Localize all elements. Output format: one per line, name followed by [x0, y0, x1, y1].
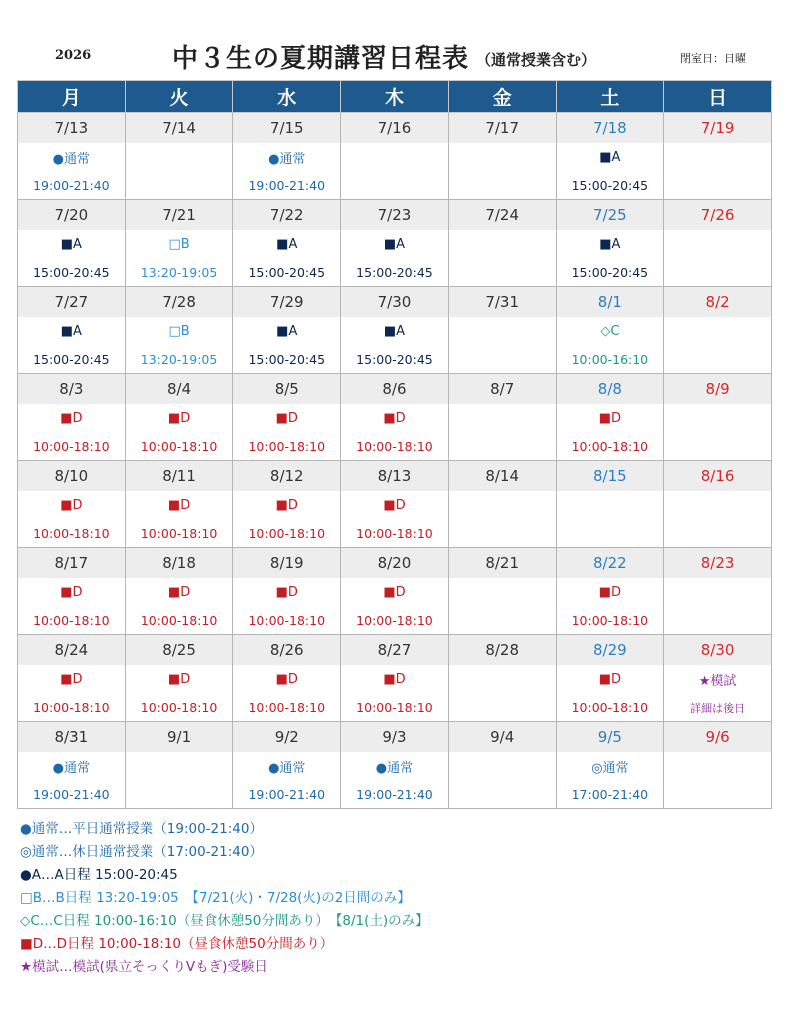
day-cell — [664, 113, 772, 200]
day-cell — [233, 722, 341, 809]
day-date: 7/21 — [126, 200, 233, 230]
day-cell — [233, 287, 341, 374]
session-type: ■D — [598, 411, 622, 426]
day-cell — [341, 200, 449, 287]
session-type: ●通常 — [52, 152, 91, 167]
day-date: 8/24 — [18, 635, 125, 665]
day-date: 8/30 — [664, 635, 771, 665]
session-type: ■A — [599, 237, 621, 252]
day-date: 7/17 — [449, 113, 556, 143]
session-time — [664, 346, 771, 373]
session-time — [126, 172, 233, 199]
session-time: 10:00-18:10 — [33, 700, 110, 715]
session-time — [449, 607, 556, 634]
day-date: 7/26 — [664, 200, 771, 230]
day-cell — [664, 374, 772, 461]
day-cell — [448, 461, 556, 548]
session-type — [449, 143, 556, 172]
session-type: ★模試 — [698, 674, 737, 689]
session-time: 10:00-18:10 — [248, 526, 326, 541]
session-type: ●通常 — [268, 152, 306, 167]
day-cell — [448, 287, 556, 374]
week-row — [18, 548, 772, 635]
day-cell — [125, 113, 233, 200]
day-cell — [664, 461, 772, 548]
session-type — [664, 578, 771, 607]
day-cell — [664, 287, 772, 374]
session-type: ■D — [383, 672, 406, 687]
session-type: ■A — [60, 324, 82, 339]
day-date: 9/2 — [233, 722, 340, 752]
day-date: 7/18 — [557, 113, 664, 143]
day-date: 8/3 — [18, 374, 125, 404]
day-cell — [233, 374, 341, 461]
session-type: ■D — [598, 585, 622, 600]
session-time — [449, 520, 556, 547]
session-time — [664, 781, 771, 808]
session-type: ■A — [60, 237, 82, 252]
session-time: 10:00-18:10 — [140, 439, 218, 454]
session-time: 15:00-20:45 — [33, 352, 110, 367]
session-time: 10:00-18:10 — [571, 613, 649, 628]
session-type: ■A — [383, 324, 406, 339]
day-cell — [448, 374, 556, 461]
day-date: 7/20 — [18, 200, 125, 230]
day-date: 8/15 — [557, 461, 664, 491]
weekday-thu: 木 — [341, 81, 449, 113]
session-type: ■D — [60, 672, 83, 687]
session-time — [664, 607, 771, 634]
session-time: 17:00-21:40 — [571, 787, 649, 802]
weekday-header-row — [18, 81, 772, 113]
page-subtitle: （通常授業含む） — [476, 51, 597, 69]
legend-item: ★模試…模試(県立そっくりVもぎ)受験日 — [20, 959, 268, 975]
day-cell — [556, 374, 664, 461]
day-cell — [341, 548, 449, 635]
legend-item: ■D…D日程 10:00-18:10（昼食休憩50分間あり） — [20, 936, 334, 952]
day-date: 8/25 — [126, 635, 233, 665]
day-date: 9/5 — [557, 722, 664, 752]
day-date: 8/18 — [126, 548, 233, 578]
day-date: 7/25 — [557, 200, 664, 230]
session-time: 10:00-18:10 — [356, 526, 433, 541]
week-row — [18, 461, 772, 548]
session-time — [449, 172, 556, 199]
session-type — [664, 404, 771, 433]
day-date: 7/28 — [126, 287, 233, 317]
session-type — [449, 230, 556, 259]
session-type: ■D — [383, 411, 406, 426]
session-type: ■D — [167, 498, 191, 513]
week-row — [18, 635, 772, 722]
session-time: 10:00-18:10 — [248, 700, 326, 715]
day-cell — [556, 113, 664, 200]
day-date: 7/14 — [126, 113, 233, 143]
session-time: 15:00-20:45 — [571, 265, 649, 280]
session-type — [664, 491, 771, 520]
day-cell — [664, 722, 772, 809]
session-time — [449, 781, 556, 808]
session-time: 10:00-18:10 — [140, 526, 218, 541]
day-date: 7/27 — [18, 287, 125, 317]
day-date: 8/9 — [664, 374, 771, 404]
calendar-body — [18, 113, 772, 809]
day-cell — [341, 461, 449, 548]
weekday-mon: 月 — [18, 81, 126, 113]
day-date: 8/20 — [341, 548, 448, 578]
day-cell — [125, 200, 233, 287]
session-type: ■D — [60, 498, 83, 513]
session-type — [341, 143, 448, 172]
legend-item: ◇C…C日程 10:00-16:10（昼食休憩50分間あり） 【8/1(土)のみ】 — [20, 913, 429, 929]
day-date: 7/19 — [664, 113, 771, 143]
session-type: ■A — [383, 237, 406, 252]
day-date: 7/31 — [449, 287, 556, 317]
day-cell — [556, 548, 664, 635]
day-date: 7/24 — [449, 200, 556, 230]
day-cell — [448, 722, 556, 809]
session-time: 10:00-18:10 — [248, 439, 326, 454]
session-time: 10:00-18:10 — [571, 700, 649, 715]
legend-item: ◎通常…休日通常授業（17:00-21:40） — [20, 844, 263, 860]
day-date: 8/21 — [449, 548, 556, 578]
session-type: ■D — [383, 498, 406, 513]
day-cell — [125, 374, 233, 461]
day-cell — [556, 635, 664, 722]
day-date: 8/31 — [18, 722, 125, 752]
session-time: 10:00-18:10 — [571, 439, 649, 454]
day-cell — [233, 113, 341, 200]
day-date: 8/8 — [557, 374, 664, 404]
day-date: 8/17 — [18, 548, 125, 578]
day-cell — [556, 200, 664, 287]
session-type: ■D — [598, 672, 622, 687]
session-time — [449, 694, 556, 721]
session-time: 15:00-20:45 — [248, 265, 326, 280]
session-time: 10:00-18:10 — [140, 613, 218, 628]
weekday-wed: 水 — [233, 81, 341, 113]
session-time: 10:00-18:10 — [356, 700, 433, 715]
session-time: 10:00-16:10 — [571, 352, 649, 367]
day-cell — [233, 548, 341, 635]
day-cell — [18, 374, 126, 461]
week-row — [18, 374, 772, 461]
closed-day-note: 閉室日：日曜 — [680, 52, 746, 65]
day-cell — [18, 548, 126, 635]
session-time: 13:20-19:05 — [140, 265, 218, 280]
session-time: 13:20-19:05 — [140, 352, 218, 367]
day-cell — [664, 548, 772, 635]
day-cell — [341, 635, 449, 722]
session-type — [557, 491, 664, 520]
day-date: 7/29 — [233, 287, 340, 317]
session-time — [664, 433, 771, 460]
day-date: 8/6 — [341, 374, 448, 404]
day-cell — [125, 722, 233, 809]
day-date: 7/23 — [341, 200, 448, 230]
day-cell — [18, 287, 126, 374]
day-cell — [125, 287, 233, 374]
session-time: 19:00-21:40 — [248, 178, 326, 193]
day-date: 8/10 — [18, 461, 125, 491]
session-type — [664, 317, 771, 346]
day-cell — [448, 200, 556, 287]
session-type: ◎通常 — [591, 761, 629, 776]
day-date: 9/1 — [126, 722, 233, 752]
session-time — [664, 259, 771, 286]
day-cell — [18, 635, 126, 722]
session-type: ■D — [275, 672, 298, 687]
week-row — [18, 113, 772, 200]
day-date: 8/4 — [126, 374, 233, 404]
session-time: 10:00-18:10 — [356, 439, 433, 454]
session-time: 10:00-18:10 — [248, 613, 326, 628]
session-type — [449, 491, 556, 520]
session-type — [449, 404, 556, 433]
day-cell — [125, 461, 233, 548]
day-date: 8/11 — [126, 461, 233, 491]
session-time — [341, 172, 448, 199]
day-cell — [556, 287, 664, 374]
legend-item: ●A…A日程 15:00-20:45 — [20, 867, 178, 883]
session-type: ●通常 — [268, 761, 306, 776]
legend — [20, 818, 429, 979]
session-time: 19:00-21:40 — [33, 787, 110, 802]
day-date: 8/27 — [341, 635, 448, 665]
day-date: 8/5 — [233, 374, 340, 404]
day-date: 7/16 — [341, 113, 448, 143]
day-date: 8/16 — [664, 461, 771, 491]
session-type — [664, 143, 771, 172]
day-cell — [233, 635, 341, 722]
day-cell — [18, 200, 126, 287]
session-time: 詳細は後日 — [690, 701, 746, 715]
session-time: 10:00-18:10 — [33, 613, 110, 628]
day-date: 8/1 — [557, 287, 664, 317]
day-cell — [341, 113, 449, 200]
day-date: 8/28 — [449, 635, 556, 665]
session-time: 10:00-18:10 — [33, 439, 110, 454]
session-time — [557, 520, 664, 547]
day-date: 9/4 — [449, 722, 556, 752]
day-cell — [233, 461, 341, 548]
session-time: 10:00-18:10 — [140, 700, 218, 715]
day-cell — [18, 461, 126, 548]
day-date: 8/19 — [233, 548, 340, 578]
session-time — [126, 781, 233, 808]
day-cell — [664, 200, 772, 287]
session-type — [449, 752, 556, 781]
day-cell — [233, 200, 341, 287]
session-type: ■D — [60, 411, 83, 426]
day-date: 8/29 — [557, 635, 664, 665]
day-cell — [556, 461, 664, 548]
session-type: ■D — [275, 411, 298, 426]
session-type: ■D — [167, 585, 191, 600]
session-time: 15:00-20:45 — [356, 352, 433, 367]
day-date: 8/26 — [233, 635, 340, 665]
session-type — [449, 578, 556, 607]
day-date: 7/30 — [341, 287, 448, 317]
weekday-sun: 日 — [664, 81, 772, 113]
day-cell — [664, 635, 772, 722]
session-type: ■A — [599, 150, 621, 165]
legend-item: □B…B日程 13:20-19:05 【7/21(火)・7/28(火)の2日間のみ】 — [20, 890, 411, 906]
session-type: ■A — [276, 324, 298, 339]
day-cell — [18, 722, 126, 809]
session-type: ■D — [383, 585, 406, 600]
day-date: 8/13 — [341, 461, 448, 491]
day-cell — [556, 722, 664, 809]
day-cell — [341, 287, 449, 374]
session-type: ■D — [275, 498, 298, 513]
session-time: 19:00-21:40 — [33, 178, 110, 193]
day-date: 8/7 — [449, 374, 556, 404]
session-type: ■D — [167, 411, 191, 426]
weekday-sat: 土 — [556, 81, 664, 113]
day-cell — [448, 548, 556, 635]
week-row — [18, 722, 772, 809]
session-time: 10:00-18:10 — [356, 613, 433, 628]
weekday-tue: 火 — [125, 81, 233, 113]
day-date: 8/14 — [449, 461, 556, 491]
session-time — [449, 433, 556, 460]
day-cell — [341, 722, 449, 809]
legend-item: ●通常…平日通常授業（19:00-21:40） — [20, 821, 263, 837]
session-type — [126, 752, 233, 781]
session-time — [449, 259, 556, 286]
session-type: ■A — [276, 237, 298, 252]
session-time — [664, 172, 771, 199]
day-date: 7/15 — [233, 113, 340, 143]
day-date: 9/3 — [341, 722, 448, 752]
page-title: 中３生の夏期講習日程表 — [172, 44, 470, 74]
weekday-fri: 金 — [448, 81, 556, 113]
session-time — [449, 346, 556, 373]
day-cell — [448, 113, 556, 200]
session-time: 10:00-18:10 — [33, 526, 110, 541]
session-type — [664, 230, 771, 259]
session-time: 15:00-20:45 — [33, 265, 110, 280]
session-time: 19:00-21:40 — [248, 787, 326, 802]
session-time: 19:00-21:40 — [356, 787, 433, 802]
day-date: 9/6 — [664, 722, 771, 752]
day-date: 8/2 — [664, 287, 771, 317]
session-type: ■D — [275, 585, 298, 600]
schedule-calendar — [17, 80, 772, 809]
session-type: ●通常 — [375, 761, 414, 776]
session-type — [664, 752, 771, 781]
day-date: 7/13 — [18, 113, 125, 143]
day-cell — [125, 635, 233, 722]
session-type — [449, 317, 556, 346]
year-label: 2026 — [55, 48, 92, 63]
session-type: ◇C — [600, 324, 620, 339]
session-time: 15:00-20:45 — [571, 178, 649, 193]
session-time — [664, 520, 771, 547]
session-type: ■D — [167, 672, 191, 687]
session-type — [449, 665, 556, 694]
week-row — [18, 200, 772, 287]
session-type: ■D — [60, 585, 83, 600]
day-cell — [18, 113, 126, 200]
day-cell — [341, 374, 449, 461]
session-type: □B — [168, 237, 190, 252]
week-row — [18, 287, 772, 374]
day-date: 8/22 — [557, 548, 664, 578]
session-type: □B — [168, 324, 190, 339]
session-time: 15:00-20:45 — [248, 352, 326, 367]
day-cell — [448, 635, 556, 722]
session-type — [126, 143, 233, 172]
day-date: 8/23 — [664, 548, 771, 578]
day-cell — [125, 548, 233, 635]
day-date: 7/22 — [233, 200, 340, 230]
session-type: ●通常 — [52, 761, 91, 776]
day-date: 8/12 — [233, 461, 340, 491]
session-time: 15:00-20:45 — [356, 265, 433, 280]
